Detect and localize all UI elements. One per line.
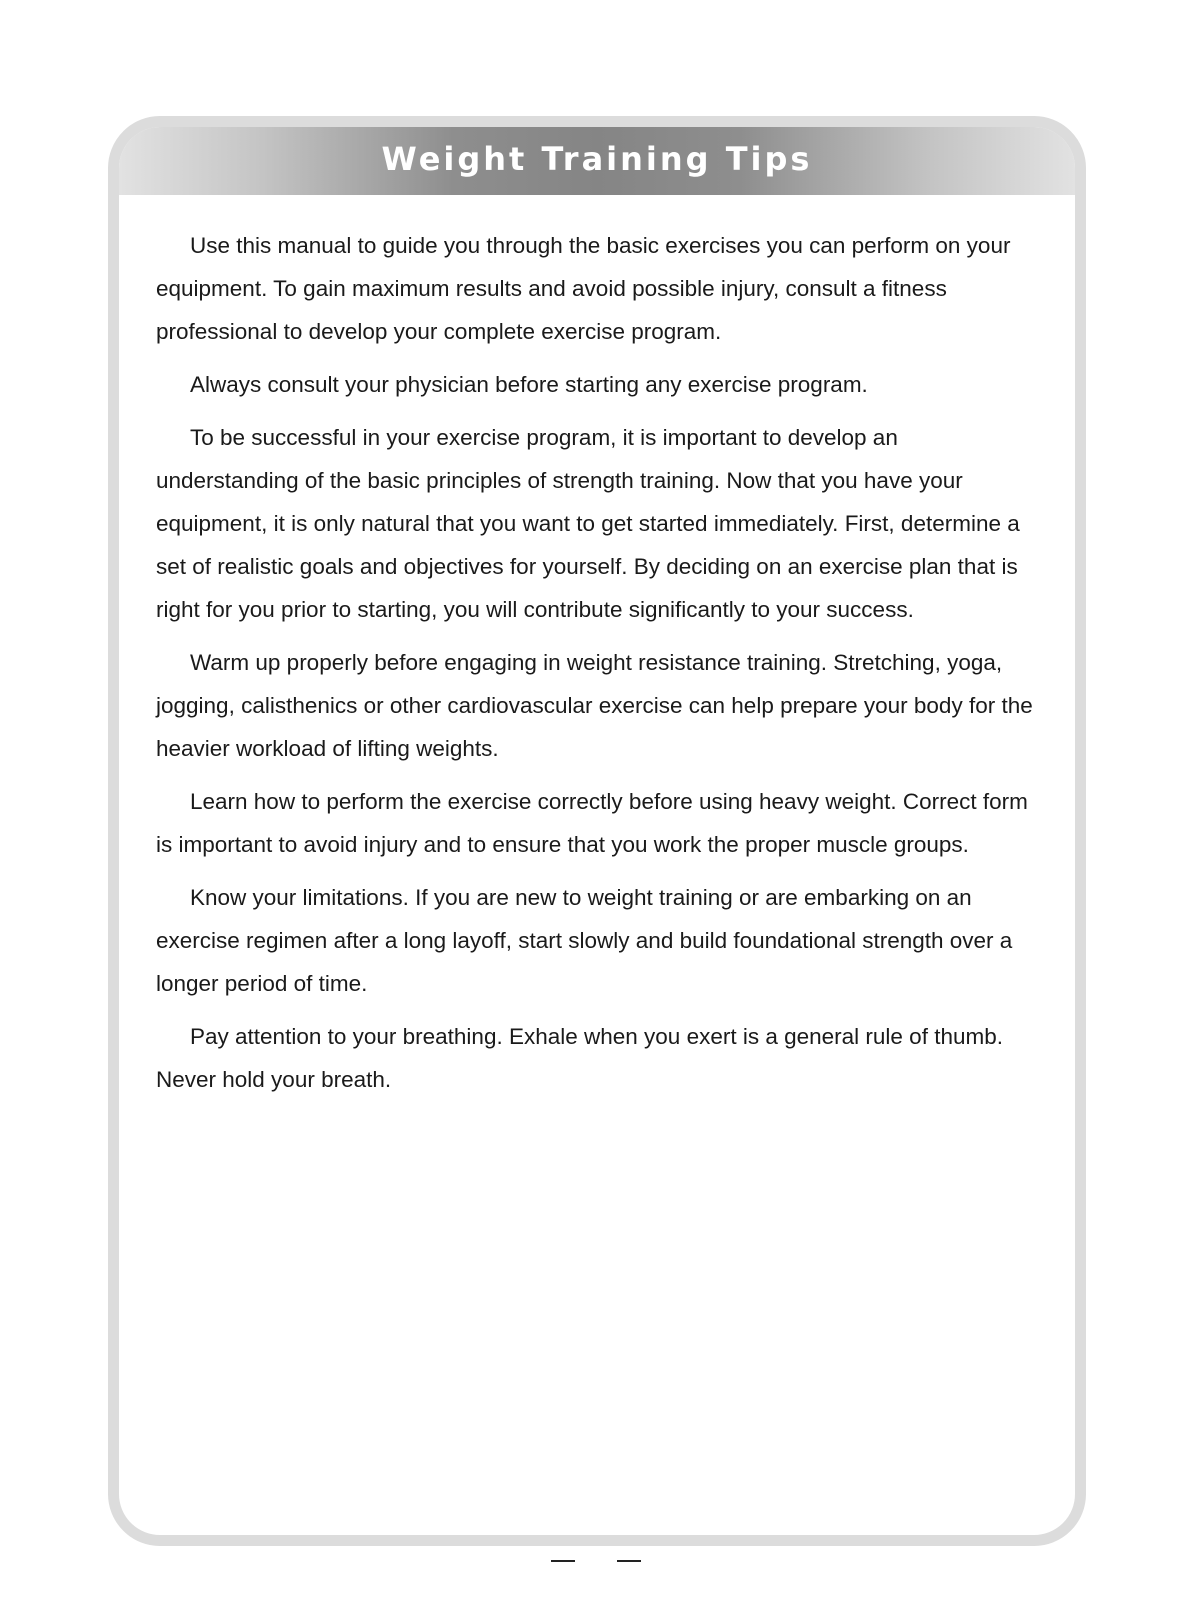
- header-band: [119, 127, 1075, 195]
- page-title: Weight Training Tips: [381, 140, 813, 178]
- body-text: [156, 224, 1036, 1111]
- page-number-marks: [0, 1560, 1192, 1570]
- paragraph-warm-up: Warm up properly before engaging in weight resistance training. Stretching, yoga, jogging, calisthenics or other cardiovascular exercise can help prepare your body for the heavier workload of lifting weights.: [156, 650, 1033, 761]
- paragraph-success: To be successful in your exercise program, it is important to develop an understanding of the basic principles of strength training. Now that you have your equipment, it is only natural that you want to get started immediately. First, determine a set of realistic goals and objectives for yourself. By deciding on an exercise plan that is right for you prior to starting, you will contribute significantly to your success.: [156, 425, 1020, 622]
- paragraph-breathing: Pay attention to your breathing. Exhale when you exert is a general rule of thumb. Never hold your breath.: [156, 1024, 1003, 1092]
- page-mark-right: [617, 1560, 641, 1562]
- paragraph-limitations: Know your limitations. If you are new to weight training or are embarking on an exercise regimen after a long layoff, start slowly and build foundational strength over a longer period of time.: [156, 885, 1013, 996]
- page-mark-left: [551, 1560, 575, 1562]
- paragraph-form: Learn how to perform the exercise correctly before using heavy weight. Correct form is important to avoid injury and to ensure that you work the proper muscle groups.: [156, 789, 1028, 857]
- paragraph-physician: Always consult your physician before starting any exercise program.: [190, 372, 868, 397]
- paragraph-intro: Use this manual to guide you through the basic exercises you can perform on your equipment. To gain maximum results and avoid possible injury, consult a fitness professional to develop your complete exercise program.: [156, 233, 1011, 344]
